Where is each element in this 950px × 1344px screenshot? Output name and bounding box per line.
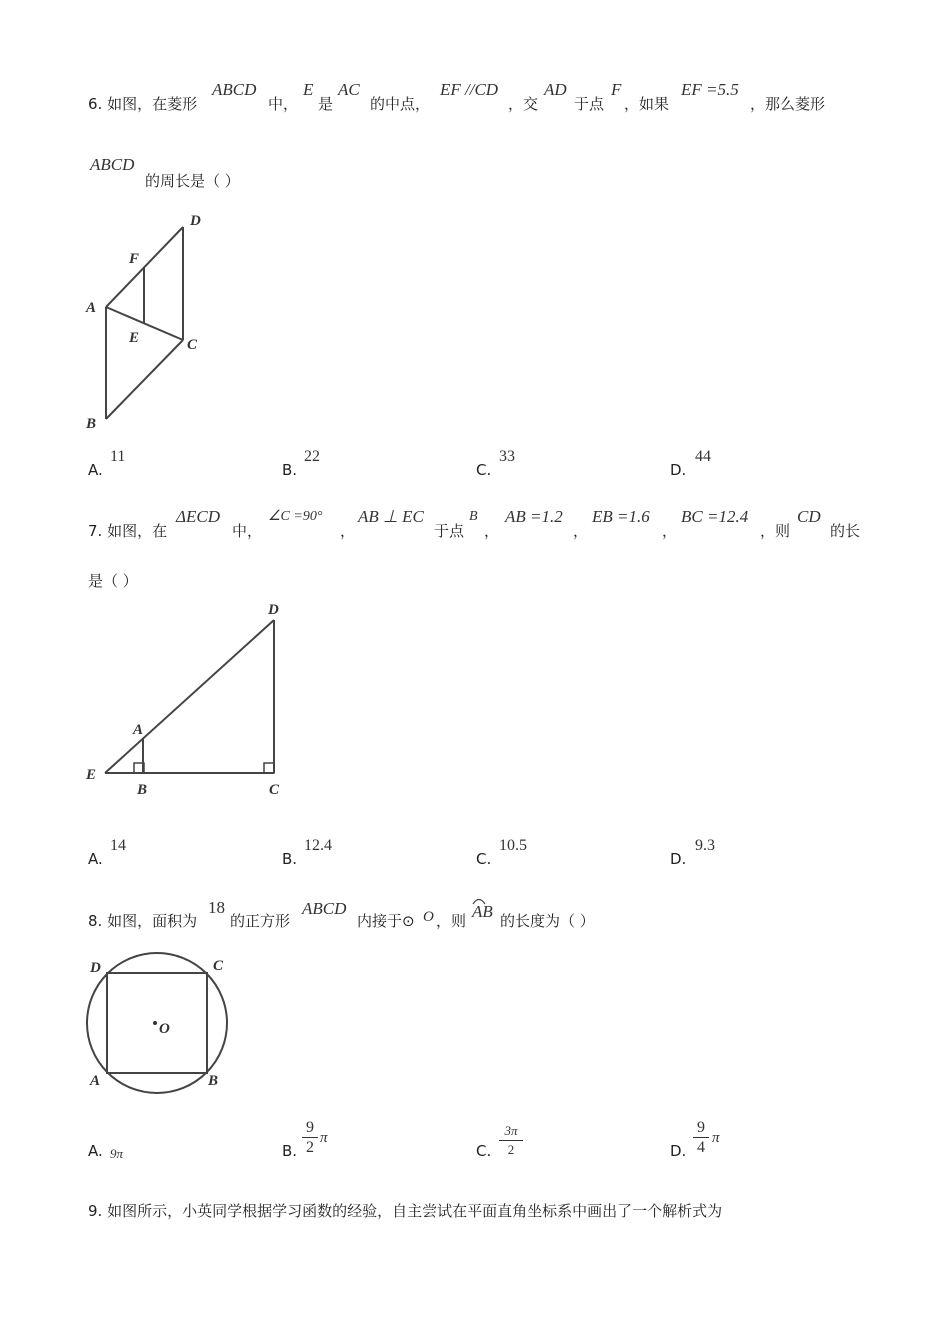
q7-text-shi: 是（ ） bbox=[88, 572, 138, 590]
q7-option-c-value: 10.5 bbox=[499, 837, 527, 854]
q7-math-cd: CD bbox=[797, 507, 821, 526]
q8-text-length: 的长度为（ ） bbox=[500, 912, 595, 930]
q6-label-e: E bbox=[129, 330, 140, 346]
q7-label-d: D bbox=[268, 602, 279, 618]
q7-option-c-letter: C. bbox=[476, 850, 492, 868]
q6-option-d-value: 44 bbox=[695, 448, 711, 465]
q7-text-yudian: 于点 bbox=[434, 522, 465, 540]
q8-option-d-denominator: 4 bbox=[693, 1137, 709, 1157]
q7-math-perp: AB ⊥ EC bbox=[358, 507, 424, 526]
q6-math-abcd: ABCD bbox=[212, 80, 257, 99]
q8-option-a-letter: A. bbox=[88, 1142, 103, 1160]
q8-option-c-numerator: 3π bbox=[504, 1123, 518, 1138]
q6-text-yudian: 于点 bbox=[574, 95, 605, 113]
q7-text-comma1: ， bbox=[340, 522, 356, 540]
q8-label-b: B bbox=[208, 1073, 219, 1089]
q8-label-a: A bbox=[90, 1073, 101, 1089]
q8-stem-start: 8. 如图，面积为 bbox=[88, 912, 198, 930]
q8-option-d-pi: π bbox=[712, 1130, 720, 1146]
q8-text-inscribed: 内接于⊙ bbox=[357, 912, 415, 930]
q7-side-ed bbox=[105, 620, 274, 773]
q8-option-b-denominator: 2 bbox=[302, 1137, 318, 1157]
q7-text-comma4: ， bbox=[662, 522, 678, 540]
q6-rhombus-figure bbox=[80, 205, 220, 435]
q7-option-a-value: 14 bbox=[110, 837, 126, 854]
q8-math-18: 18 bbox=[208, 898, 225, 917]
q8-option-b-letter: B. bbox=[282, 1142, 298, 1160]
q7-option-b-letter: B. bbox=[282, 850, 298, 868]
q9-stem: 9. 如图所示，小英同学根据学习函数的经验，自主尝试在平面直角坐标系中画出了一个解析式为 bbox=[88, 1202, 723, 1220]
q7-option-d-letter: D. bbox=[670, 850, 687, 868]
q8-math-abcd: ABCD bbox=[302, 899, 347, 918]
q6-math-ef-value: EF =5.5 bbox=[681, 80, 739, 99]
q7-option-b-value: 12.4 bbox=[304, 837, 332, 854]
q7-math-bc-value: BC =12.4 bbox=[681, 507, 749, 526]
q6-math-ac: AC bbox=[338, 80, 360, 99]
q7-text-zhong: 中， bbox=[232, 522, 263, 540]
q7-math-eb-value: EB =1.6 bbox=[592, 507, 650, 526]
q6-option-b-letter: B. bbox=[282, 461, 298, 479]
q8-center-dot bbox=[153, 1021, 157, 1025]
q6-label-a: A bbox=[86, 300, 97, 316]
q8-math-o: O bbox=[423, 909, 434, 925]
q6-side-bc bbox=[106, 340, 183, 419]
q7-stem-start: 7. 如图，在 bbox=[88, 522, 168, 540]
q8-math-arc-ab: AB bbox=[472, 902, 493, 921]
q7-math-ab-value: AB =1.2 bbox=[505, 507, 563, 526]
q8-text-ze: ，则 bbox=[436, 912, 467, 930]
q8-circle-figure bbox=[80, 945, 240, 1095]
q6-math-ad: AD bbox=[544, 80, 567, 99]
q6-text-jiao: ，交 bbox=[508, 95, 539, 113]
q6-text-shi: 是 bbox=[318, 95, 334, 113]
q7-right-angle-c bbox=[264, 763, 274, 773]
q7-math-triangle: ΔECD bbox=[176, 507, 220, 526]
q6-label-f: F bbox=[129, 251, 140, 267]
q7-label-b: B bbox=[137, 782, 148, 798]
q7-math-angle: ∠C =90° bbox=[268, 509, 323, 524]
q6-text-midpoint: 的中点， bbox=[370, 95, 431, 113]
q6-text-ruguo: ，如果 bbox=[624, 95, 670, 113]
q7-option-a-letter: A. bbox=[88, 850, 103, 868]
q7-text-comma2: ， bbox=[484, 522, 500, 540]
q7-text-dechang: 的长 bbox=[830, 522, 861, 540]
q8-label-d: D bbox=[90, 960, 101, 976]
q8-option-b-numerator: 9 bbox=[306, 1119, 314, 1136]
q7-option-d-value: 9.3 bbox=[695, 837, 715, 854]
q8-option-c-letter: C. bbox=[476, 1142, 492, 1160]
q6-math-e: E bbox=[303, 80, 314, 99]
q6-text-zhong: 中， bbox=[268, 95, 299, 113]
q8-option-b-fraction bbox=[302, 1118, 318, 1157]
q7-text-ze: ，则 bbox=[760, 522, 791, 540]
q7-math-b: B bbox=[469, 509, 478, 524]
q6-label-b: B bbox=[86, 416, 97, 432]
q7-label-c: C bbox=[269, 782, 280, 798]
q6-option-c-value: 33 bbox=[499, 448, 515, 465]
q7-text-comma3: ， bbox=[573, 522, 589, 540]
q8-option-c-denominator: 2 bbox=[499, 1140, 523, 1159]
q6-option-d-letter: D. bbox=[670, 461, 687, 479]
q6-math-abcd-2: ABCD bbox=[90, 155, 135, 174]
q6-option-a-letter: A. bbox=[88, 461, 103, 479]
q6-option-c-letter: C. bbox=[476, 461, 492, 479]
q7-label-e: E bbox=[86, 767, 97, 783]
q6-option-b-value: 22 bbox=[304, 448, 320, 465]
q8-text-square: 的正方形 bbox=[230, 912, 291, 930]
q6-option-a-value: 11 bbox=[110, 448, 126, 465]
q6-stem-start: 6. 如图，在菱形 bbox=[88, 95, 198, 113]
q8-option-d-fraction bbox=[693, 1118, 709, 1157]
q7-triangle-figure bbox=[80, 595, 300, 805]
q8-option-c-fraction bbox=[499, 1122, 523, 1159]
q8-option-b-pi: π bbox=[320, 1130, 328, 1146]
q8-option-d-numerator: 9 bbox=[697, 1119, 705, 1136]
q8-option-d-letter: D. bbox=[670, 1142, 687, 1160]
q6-math-ef-parallel-cd: EF //CD bbox=[440, 80, 499, 99]
q8-label-o: O bbox=[159, 1021, 170, 1037]
q8-label-c: C bbox=[213, 958, 224, 974]
q6-math-f: F bbox=[611, 80, 622, 99]
q6-text-namo: ，那么菱形 bbox=[750, 95, 826, 113]
q8-option-a-value: 9π bbox=[110, 1146, 124, 1161]
q7-label-a: A bbox=[133, 722, 144, 738]
q6-label-c: C bbox=[187, 337, 198, 353]
q6-text-perimeter: 的周长是（ ） bbox=[145, 172, 240, 190]
q6-label-d: D bbox=[190, 213, 201, 229]
